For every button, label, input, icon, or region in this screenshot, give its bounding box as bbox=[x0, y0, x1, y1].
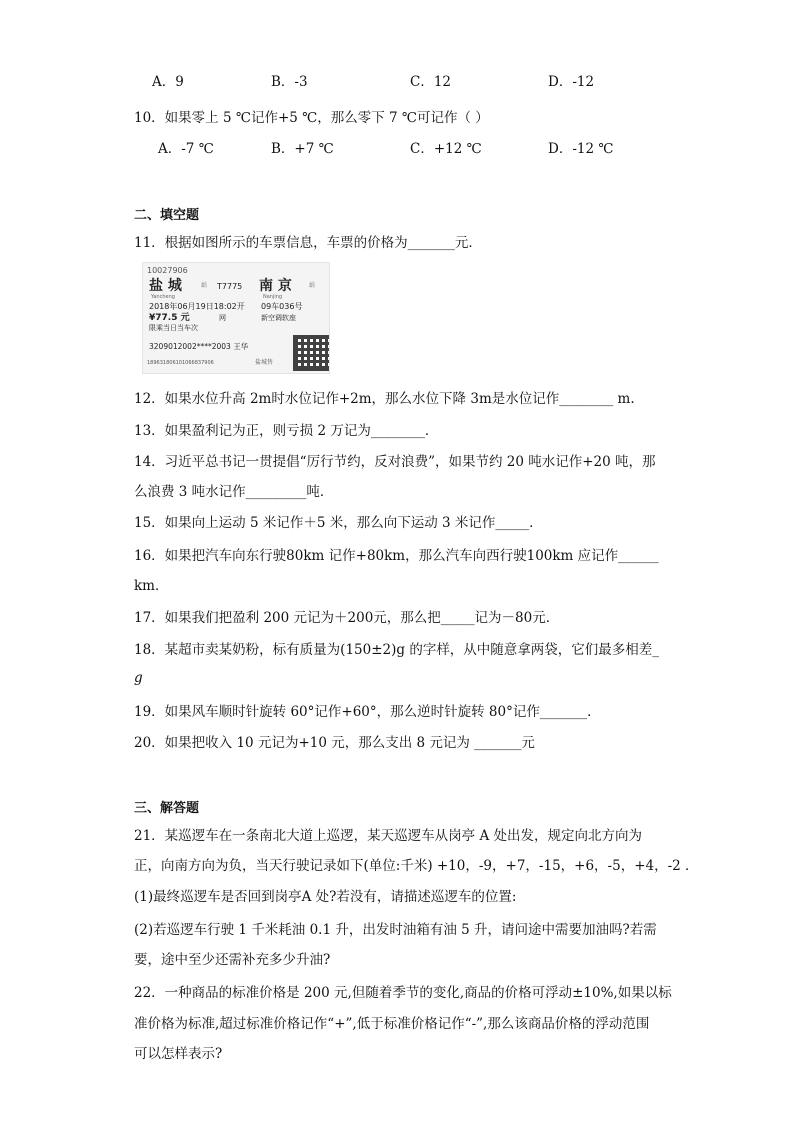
ticket-seat-type: 新空调软座 bbox=[261, 314, 296, 322]
q22-text-line2: 准价格为标准,超过标准价格记作“+”,低于标准价格记作“-”,那么该商品价格的浮动范围 bbox=[134, 1016, 650, 1032]
section-answer-title: 三、解答题 bbox=[134, 801, 200, 816]
qr-code-icon bbox=[293, 335, 330, 371]
ticket-from: 盐 城 bbox=[149, 278, 182, 294]
q10-option-b: B．+7 ℃ bbox=[271, 141, 334, 157]
q9-option-c: C．12 bbox=[410, 74, 452, 90]
q22-text-line3: 可以怎样表示? bbox=[134, 1046, 223, 1062]
q21-text-line1: 21．某巡逻车在一条南北大道上巡逻，某天巡逻车从岗亭 A 处出发，规定向北方向为 bbox=[134, 828, 643, 844]
q11-text: 11．根据如图所示的车票信息，车票的价格为_______元． bbox=[134, 235, 482, 251]
ticket-to: 南 京 bbox=[259, 278, 292, 294]
q10-option-a: A．-7 ℃ bbox=[158, 141, 214, 157]
q20-text: 20．如果把收入 10 元记为+10 元，那么支出 8 元记为 _______元 bbox=[134, 735, 535, 751]
q16-text-line1: 16．如果把汽车向东行驶80km 记作+80km，那么汽车向西行驶100km 应记作______ bbox=[134, 548, 659, 564]
ticket-train-number: T7775 bbox=[217, 282, 243, 291]
q18-text-line2: g bbox=[134, 670, 143, 686]
q21-text-line2: 正，向南方向为负，当天行驶记录如下(单位:千米) +10，-9，+7，-15，+6，-5，+4，-2 ． bbox=[134, 858, 699, 874]
q16-text-line2: km． bbox=[134, 578, 169, 594]
ticket-to-suffix: 站 bbox=[309, 282, 316, 289]
q14-text-line1: 14．习近平总书记一贯提倡“厉行节约，反对浪费”，如果节约 20 吨水记作+20 吨，那 bbox=[134, 454, 656, 470]
ticket-id: 3209012002****2003 王华 bbox=[149, 342, 249, 351]
train-ticket-image bbox=[142, 262, 330, 374]
q10-stem: 10．如果零上 5 ℃记作+5 ℃，那么零下 7 ℃可记作（ ） bbox=[134, 110, 489, 126]
ticket-station: 盐城售 bbox=[255, 359, 274, 366]
q9-option-a: A．9 bbox=[152, 74, 184, 90]
q9-option-d: D．-12 bbox=[548, 74, 595, 90]
ticket-seat: 09车036号 bbox=[261, 302, 303, 311]
ticket-from-suffix: 站 bbox=[201, 282, 208, 289]
ticket-code: 189631806101066837906 bbox=[147, 360, 214, 366]
ticket-net: 网 bbox=[219, 314, 226, 322]
q21-part2-line1: (2)若巡逻车行驶 1 千米耗油 0.1 升，出发时油箱有油 5 升，请问途中需要加油吗?若需 bbox=[134, 922, 657, 938]
q14-text-line2: 么浪费 3 吨水记作_________吨． bbox=[134, 484, 334, 500]
q22-text-line1: 22．一种商品的标准价格是 200 元,但随着季节的变化,商品的价格可浮动±10%,如果以标 bbox=[134, 985, 672, 1001]
ticket-date: 2018年06月19日18:02开 bbox=[149, 302, 245, 311]
ticket-note: 限乘当日当车次 bbox=[149, 324, 198, 332]
section-fill-in-title: 二、填空题 bbox=[134, 208, 200, 223]
ticket-to-pinyin: Nanjing bbox=[263, 294, 283, 300]
ticket-serial: 10027906 bbox=[147, 266, 188, 275]
q13-text: 13．如果盈利记为正，则亏损 2 万记为________． bbox=[134, 423, 439, 439]
ticket-price: ¥77.5 元 bbox=[149, 313, 190, 323]
q21-part2-line2: 要，途中至少还需补充多少升油? bbox=[134, 952, 331, 968]
q15-text: 15．如果向上运动 5 米记作＋5 米，那么向下运动 3 米记作_____． bbox=[134, 515, 543, 531]
ticket-from-pinyin: Yancheng bbox=[151, 294, 175, 300]
q18-text-line1: 18．某超市卖某奶粉，标有质量为(150±2)g 的字样，从中随意拿两袋，它们最多相差_ bbox=[134, 642, 660, 658]
q10-option-c: C．+12 ℃ bbox=[410, 141, 482, 157]
q17-text: 17．如果我们把盈利 200 元记为＋200元，那么把_____记为－80元． bbox=[134, 610, 560, 626]
q10-option-d: D．-12 ℃ bbox=[548, 141, 614, 157]
q9-option-b: B．-3 bbox=[271, 74, 308, 90]
q21-part1: (1)最终巡逻车是否回到岗亭A 处?若没有，请描述巡逻车的位置: bbox=[134, 889, 517, 905]
q12-text: 12．如果水位升高 2m时水位记作+2m，那么水位下降 3m是水位记作________ m. bbox=[134, 391, 635, 407]
q19-text: 19．如果风车顺时针旋转 60°记作+60°，那么逆时针旋转 80°记作_______． bbox=[134, 704, 601, 720]
